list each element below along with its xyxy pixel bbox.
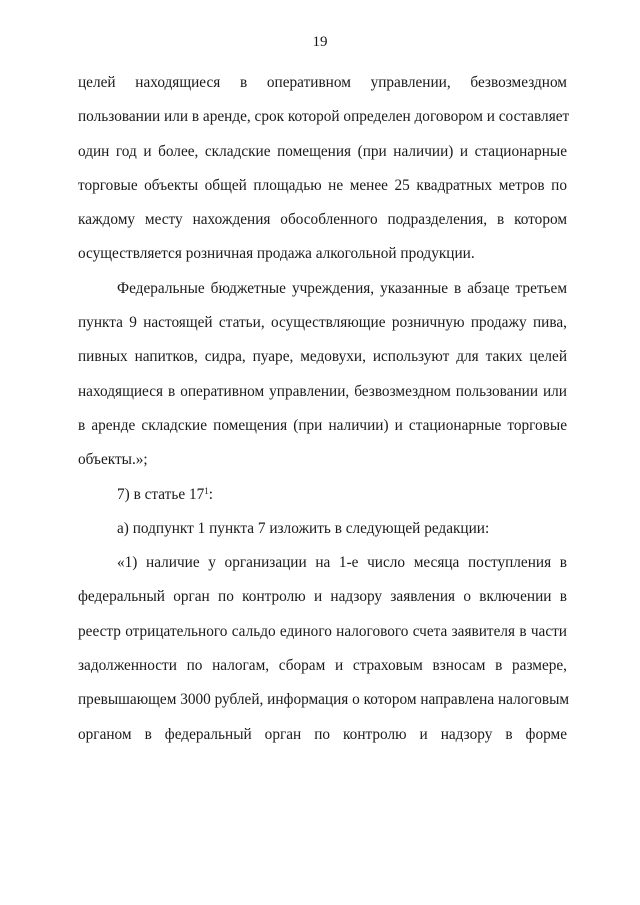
document-body [78, 66, 570, 752]
page-number: 19 [312, 34, 328, 50]
text-line: находящиеся в оперативном управлении, безвозмездном пользовании или [78, 382, 567, 400]
text-line: а) подпункт 1 пункта 7 изложить в следующей редакции: [117, 519, 490, 537]
text-line: объекты.»; [78, 451, 148, 469]
text-line: осуществляется розничная продажа алкогольной продукции. [78, 245, 475, 263]
text-line: пивных напитков, сидра, пуаре, медовухи, используют для таких целей [78, 348, 567, 366]
punctuation: : [208, 485, 213, 503]
text-line: органом в федеральный орган по контролю и надзору в форме [78, 725, 567, 743]
text-line: в аренде складские помещения (при наличии) и стационарные торговые [78, 416, 567, 434]
superscript: 1 [204, 485, 209, 496]
article-ref: 7) в статье 17 [117, 485, 205, 503]
text-line: торговые объекты общей площадью не менее 25 квадратных метров по [78, 176, 567, 194]
text-line: задолженности по налогам, сборам и страховым взносам в размере, [78, 657, 567, 675]
text-line: пункта 9 настоящей статьи, осуществляющие розничную продажу пива, [78, 314, 567, 332]
text-line: один год и более, складские помещения (при наличии) и стационарные [78, 142, 567, 160]
text-line: каждому месту нахождения обособленного подразделения, в котором [78, 211, 567, 229]
text-line: превышающем 3000 рублей, информация о котором направлена налоговым [78, 691, 570, 709]
text-line: пользовании или в аренде, срок которой определен договором и составляет [78, 108, 570, 126]
text-line: реестр отрицательного сальдо единого налогового счета заявителя в части [78, 622, 567, 640]
text-line: федеральный орган по контролю и надзору заявления о включении в [78, 588, 567, 606]
text-line: «1) наличие у организации на 1-е число месяца поступления в [117, 554, 567, 572]
text-line: Федеральные бюджетные учреждения, указанные в абзаце третьем [117, 279, 567, 297]
text-line [78, 478, 567, 512]
text-line: целей находящиеся в оперативном управлении, безвозмездном [78, 74, 567, 91]
